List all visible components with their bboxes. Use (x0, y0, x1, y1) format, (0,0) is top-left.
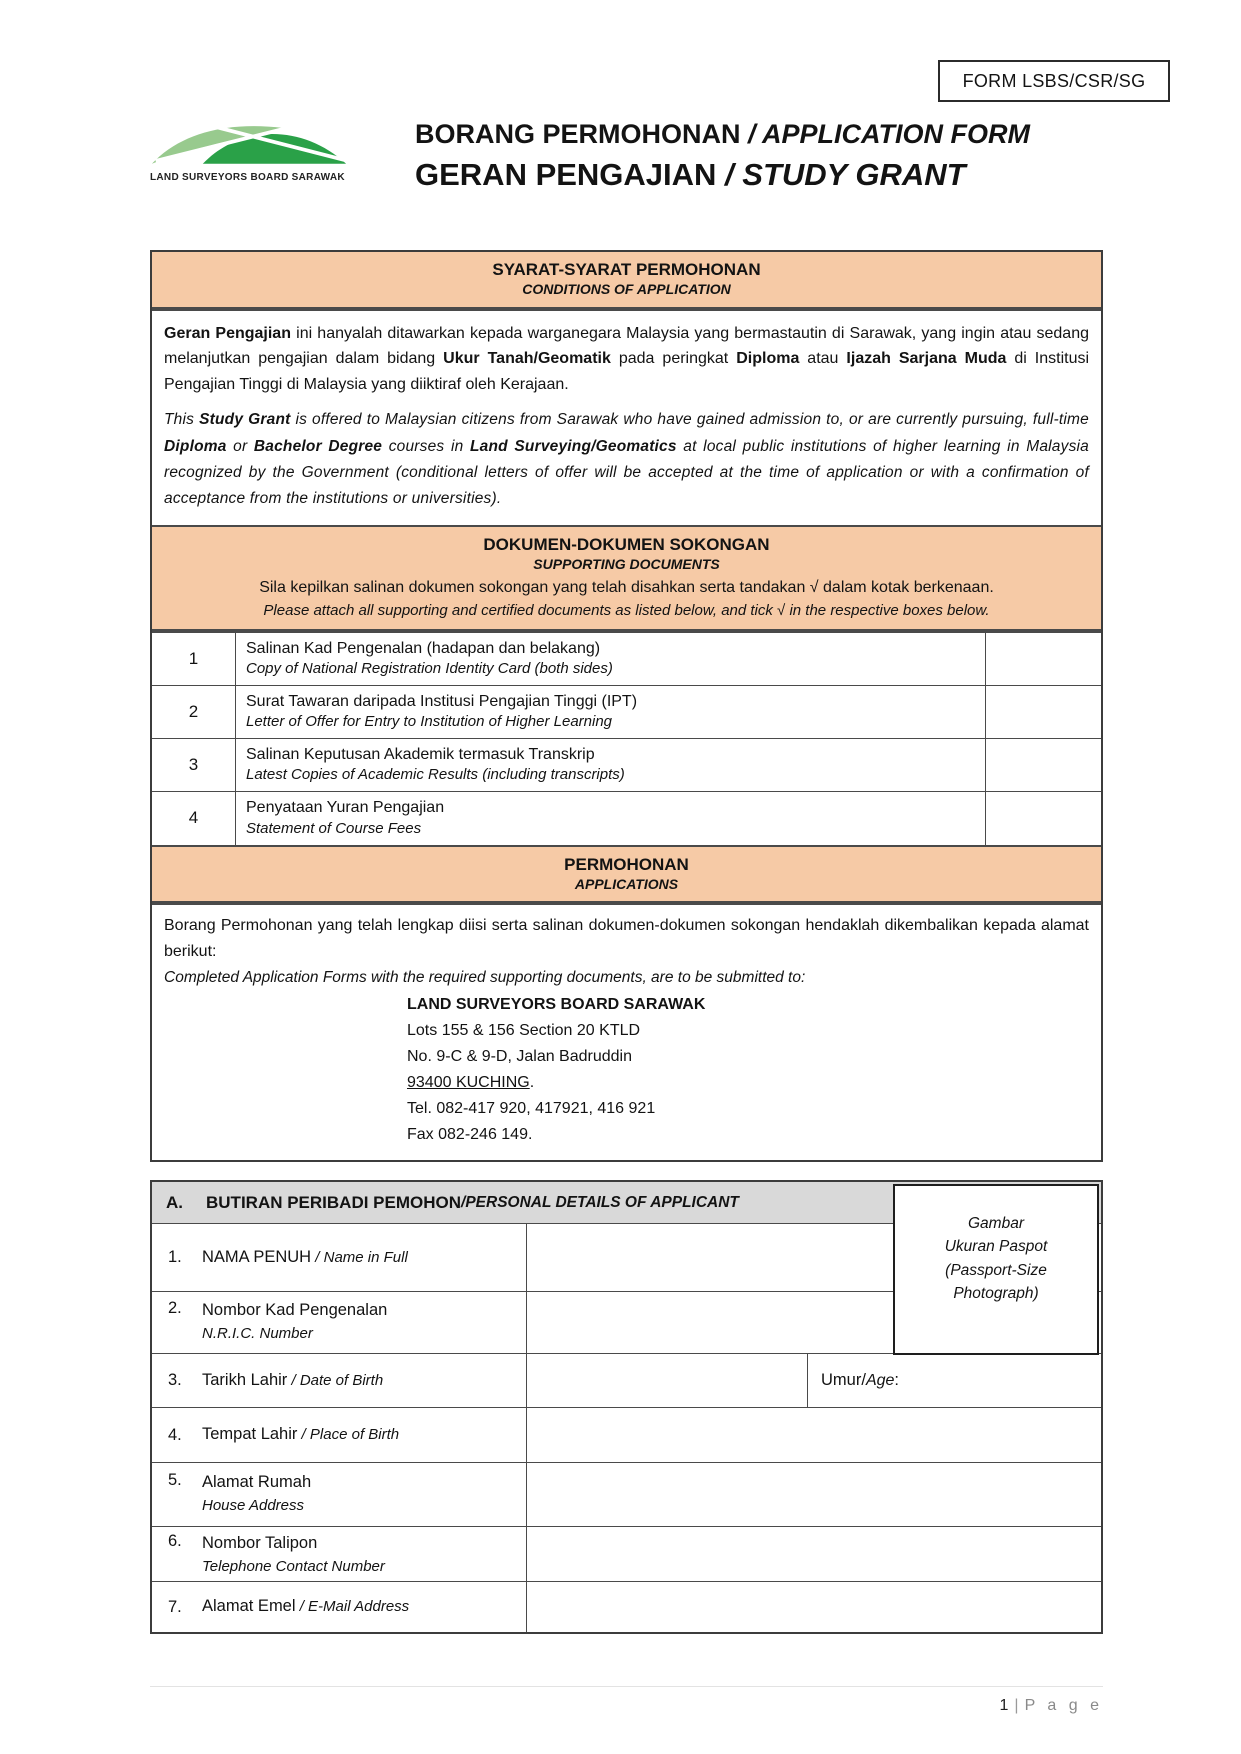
row-nric-number: 2. Nombor Kad Pengenalan N.R.I.C. Number (152, 1292, 1101, 1354)
page-number: 1 | P a g e (999, 1697, 1103, 1714)
tick-box[interactable] (986, 739, 1101, 791)
address-line-3: 93400 KUCHING. (407, 1074, 535, 1092)
document-number: 4 (152, 792, 236, 845)
document-row-3 (152, 739, 1101, 792)
title-line-1: BORANG PERMOHONAN / APPLICATION FORM (415, 119, 1031, 149)
row-number: 5. (168, 1471, 182, 1489)
tick-box[interactable] (986, 792, 1101, 845)
documents-checklist (152, 631, 1101, 847)
documents-header (152, 527, 1101, 631)
address-telephone: Tel. 082-417 920, 417921, 416 921 (407, 1099, 656, 1117)
conditions-body (152, 309, 1101, 527)
document-row-2 (152, 686, 1101, 739)
row-number: 4. (168, 1425, 182, 1444)
address-name: LAND SURVEYORS BOARD SARAWAK (407, 996, 706, 1014)
row-number: 3. (168, 1371, 182, 1389)
age-cell[interactable]: Umur / Age : (821, 1371, 899, 1389)
lsbs-logo (150, 116, 350, 183)
documents-title: DOKUMEN-DOKUMEN SOKONGAN (483, 534, 770, 554)
address-line-2: No. 9-C & 9-D, Jalan Badruddin (407, 1048, 632, 1066)
document-row-4 (152, 792, 1101, 845)
lsbs-logo-icon (150, 116, 348, 170)
document-number: 2 (152, 686, 236, 738)
document-description: Surat Tawaran daripada Institusi Pengajian Tinggi (IPT) Letter of Offer for Entry to Institution of Higher Learning (236, 686, 986, 738)
row-number: 7. (168, 1597, 182, 1616)
address-fax: Fax 082-246 149. (407, 1125, 533, 1143)
conditions-paragraph-ms: Geran Pengajian ini hanyalah ditawarkan kepada warganegara Malaysia yang bermastautin di Sarawak, yang ingin atau sedang melanjutkan pengajian dalam bidang Ukur Tanah/Geomatik pada peringkat Diploma atau Ijazah Sarjana Muda di Institusi Pengajian Tinggi di Malaysia yang diiktiraf oleh Kerajaan. (164, 324, 1090, 393)
document-number: 1 (152, 633, 236, 685)
document-description: Salinan Keputusan Akademik termasuk Transkrip Latest Copies of Academic Results (including transcripts) (236, 739, 986, 791)
section-a-personal-details (150, 1180, 1103, 1634)
conditions-title: SYARAT-SYARAT PERMOHONAN (492, 260, 761, 279)
row-number: 2. (168, 1299, 182, 1317)
applications-paragraph-ms: Borang Permohonan yang telah lengkap diisi serta salinan dokumen-dokumen sokongan hendaklah dikembalikan kepada alamat berikut: (164, 917, 1089, 960)
document-title (415, 118, 1030, 193)
section-a-header: A. BUTIRAN PERIBADI PEMOHON / PERSONAL DETAILS OF APPLICANT (152, 1182, 1101, 1224)
passport-photo-box[interactable]: Gambar Ukuran Paspot (Passport-Size Photograph) (893, 1184, 1099, 1355)
place-of-birth-field[interactable] (527, 1408, 1101, 1462)
document-row-1 (152, 633, 1101, 686)
row-email-address: 7. Alamat Emel / E-Mail Address (152, 1582, 1101, 1632)
row-name-in-full: 1. NAMA PENUH / Name in Full (152, 1224, 1101, 1292)
applications-paragraph-en: Completed Application Forms with the required supporting documents, are to be submitted to: (164, 969, 806, 987)
section-label: A. (166, 1192, 183, 1212)
row-house-address: 5. Alamat Rumah House Address (152, 1463, 1101, 1527)
house-address-field[interactable] (527, 1463, 1101, 1526)
logo-caption: LAND SURVEYORS BOARD SARAWAK (150, 172, 345, 183)
row-date-of-birth: 3. Tarikh Lahir / Date of Birth Umur / Age : (152, 1354, 1101, 1408)
documents-note-en: Please attach all supporting and certified documents as listed below, and tick √ in the respective boxes below. (263, 601, 990, 619)
title-line-2: GERAN PENGAJIAN / STUDY GRANT (415, 156, 966, 192)
applications-subtitle: APPLICATIONS (574, 875, 679, 892)
documents-note-ms: Sila kepilkan salinan dokumen sokongan yang telah disahkan serta tandakan √ dalam kotak berkenaan. (259, 579, 994, 597)
tick-box[interactable] (986, 633, 1101, 685)
row-telephone-number: 6. Nombor Talipon Telephone Contact Number (152, 1527, 1101, 1582)
applications-title: PERMOHONAN (564, 854, 689, 874)
applications-body (152, 903, 1101, 1160)
document-number: 3 (152, 739, 236, 791)
telephone-number-field[interactable] (527, 1527, 1101, 1581)
main-box (150, 250, 1103, 1162)
row-place-of-birth: 4. Tempat Lahir / Place of Birth (152, 1408, 1101, 1463)
applications-header (152, 847, 1101, 904)
row-number: 1. (168, 1248, 182, 1266)
tick-box[interactable] (986, 686, 1101, 738)
footer-divider (150, 1686, 1103, 1687)
document-description: Salinan Kad Pengenalan (hadapan dan belakang) Copy of National Registration Identity Card (both sides) (236, 633, 986, 685)
form-code-box (938, 60, 1170, 102)
document-description: Penyataan Yuran Pengajian Statement of Course Fees (236, 792, 986, 845)
date-of-birth-field[interactable] (527, 1354, 808, 1407)
row-number: 6. (168, 1532, 182, 1550)
conditions-paragraph-en: This Study Grant is offered to Malaysian citizens from Sarawak who have gained admission to, or are currently pursuing, full-time Diploma or Bachelor Degree courses in Land Surveying/Geomatics at local public institutions of higher learning in Malaysia recognized by the Government (conditional letters of offer will be accepted at the time of application or with a confirmation of acceptance from the institutions or universities). (164, 411, 1089, 508)
page-footer (150, 1686, 1103, 1715)
conditions-subtitle: CONDITIONS OF APPLICATION (522, 281, 731, 298)
form-code-text: FORM LSBS/CSR/SG (962, 70, 1146, 91)
email-address-field[interactable] (527, 1582, 1101, 1632)
documents-subtitle: SUPPORTING DOCUMENTS (533, 555, 720, 572)
submission-address (407, 992, 1089, 1147)
conditions-header (152, 252, 1101, 309)
document-header (150, 110, 1103, 230)
address-line-1: Lots 155 & 156 Section 20 KTLD (407, 1022, 641, 1040)
